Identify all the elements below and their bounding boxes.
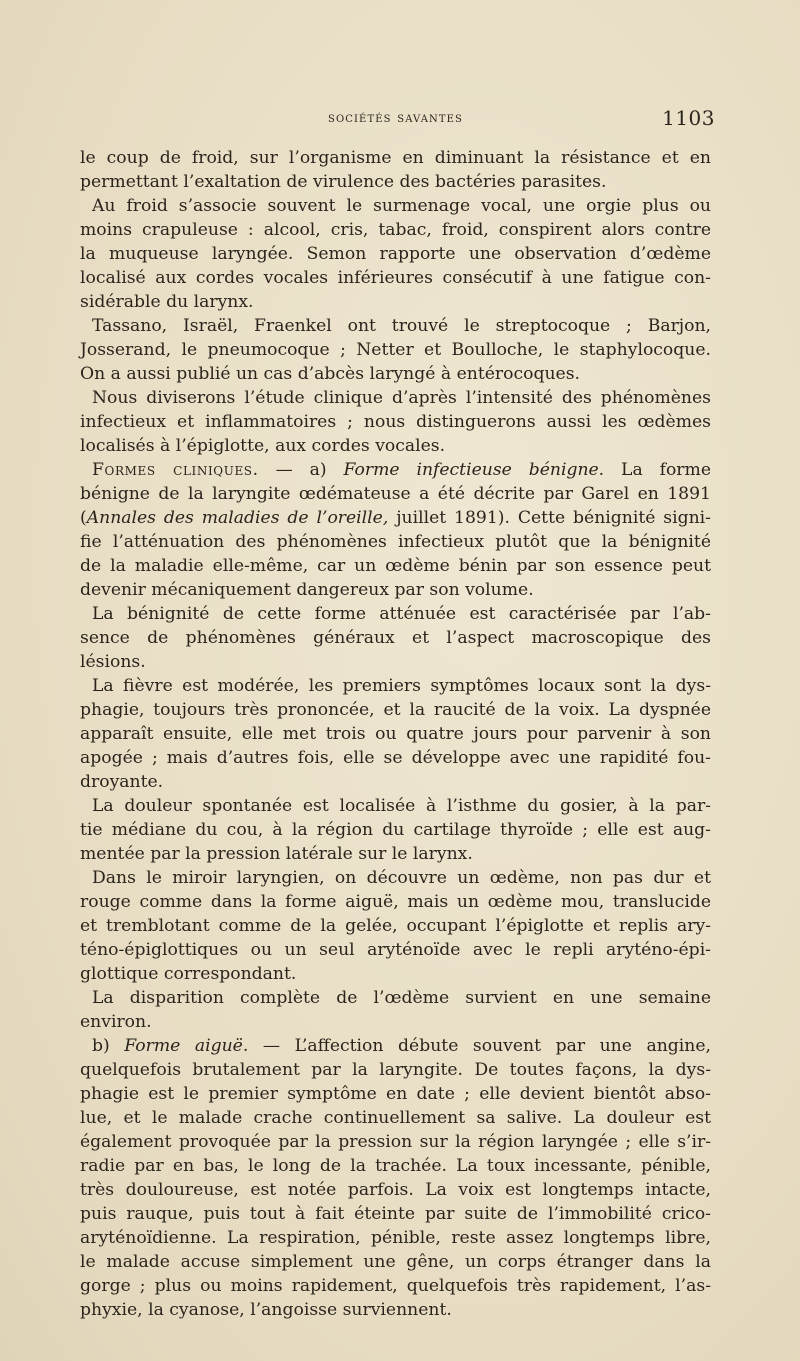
text-line: Nous diviserons l’étude clinique d’après l’intensité des phénomènes	[92, 388, 711, 408]
text-line: La fièvre est modérée, les premiers symptômes locaux sont la dys-	[92, 676, 711, 696]
text-line: glottique correspondant.	[80, 964, 297, 984]
text-line: rouge comme dans la forme aiguë, mais un œdème mou, translucide	[80, 892, 711, 912]
text-line: aryténoïdienne. La respiration, pénible, reste assez longtemps libre,	[80, 1228, 711, 1248]
text-line: permettant l’exaltation de virulence des bactéries parasites.	[80, 172, 607, 192]
text-line: gorge ; plus ou moins rapidement, quelquefois très rapidement, l’as-	[80, 1276, 711, 1296]
text-line: droyante.	[80, 772, 164, 792]
subsection-title: Forme infectieuse bénigne.	[343, 460, 605, 480]
text-line: quelquefois brutalement par la laryngite. De toutes façons, la dys-	[80, 1060, 711, 1080]
text-line: lésions.	[80, 652, 146, 672]
text-line: le coup de froid, sur l’organisme en diminuant la résistance et en	[80, 148, 711, 168]
text-line: radie par en bas, le long de la trachée. La toux incessante, pénible,	[80, 1156, 711, 1176]
subsection-title: Forme aiguë.	[124, 1036, 249, 1056]
text-line: La douleur spontanée est localisée à l’isthme du gosier, à la par-	[92, 796, 711, 816]
text-line: également provoquée par la pression sur la région laryngée ; elle s’ir-	[80, 1132, 711, 1152]
text-line: On a aussi publié un cas d’abcès laryngé à entérocoques.	[80, 364, 580, 384]
page	[80, 106, 715, 1322]
text-line: mentée par la pression latérale sur le larynx.	[80, 844, 473, 864]
text-line: phagie, toujours très prononcée, et la raucité de la voix. La dyspnée	[80, 700, 711, 720]
text-line: La disparition complète de l’œdème survient en une semaine	[92, 988, 711, 1008]
text-line: et tremblotant comme de la gelée, occupant l’épiglotte et replis ary-	[80, 916, 711, 936]
text-line: sence de phénomènes généraux et l’aspect macroscopique des	[80, 628, 711, 648]
text-line: téno-épiglottiques ou un seul aryténoïde avec le repli aryténo-épi-	[80, 940, 711, 960]
text-line: la muqueuse laryngée. Semon rapporte une observation d’œdème	[80, 244, 711, 264]
text-line: Au froid s’associe souvent le surmenage vocal, une orgie plus ou	[92, 196, 711, 216]
page-header	[80, 106, 715, 138]
text-line: localisés à l’épiglotte, aux cordes vocales.	[80, 436, 446, 456]
text-line: Dans le miroir laryngien, on découvre un œdème, non pas dur et	[92, 868, 711, 888]
text-line: apparaît ensuite, elle met trois ou quatre jours pour parvenir à son	[80, 724, 711, 744]
body-text	[80, 146, 711, 1322]
text-line: très douloureuse, est notée parfois. La voix est longtemps intacte,	[80, 1180, 711, 1200]
text-line: puis rauque, puis tout à fait éteinte par suite de l’immobilité crico-	[80, 1204, 711, 1224]
text-line: b) Forme aiguë. — L’affection débute souvent par une angine,	[92, 1036, 712, 1056]
text-line: tie médiane du cou, à la région du cartilage thyroïde ; elle est aug-	[80, 820, 711, 840]
text-line: phyxie, la cyanose, l’angoisse surviennent.	[80, 1300, 452, 1320]
text-line: Formes cliniques. — a) Forme infectieuse bénigne. La forme	[92, 460, 711, 480]
section-heading: Formes cliniques.	[92, 460, 259, 480]
text-line: sidérable du larynx.	[80, 292, 254, 312]
text-line: fie l’atténuation des phénomènes infectieux plutôt que la bénignité	[80, 532, 711, 552]
text-line: de la maladie elle-même, car un œdème bénin par son essence peut	[80, 556, 711, 576]
text-line: (Annales des maladies de l’oreille, juillet 1891). Cette bénignité signi-	[80, 508, 711, 528]
text-line: environ.	[80, 1012, 152, 1032]
page-number: 1103	[662, 106, 715, 130]
text-line: bénigne de la laryngite œdémateuse a été décrite par Garel en 1891	[80, 484, 711, 504]
text-line: Josserand, le pneumocoque ; Netter et Boulloche, le staphylocoque.	[80, 340, 711, 360]
text-line: Tassano, Israël, Fraenkel ont trouvé le streptocoque ; Barjon,	[92, 316, 711, 336]
text-line: le malade accuse simplement une gêne, un corps étranger dans la	[80, 1252, 711, 1272]
text-line: infectieux et inflammatoires ; nous distinguerons aussi les œdèmes	[80, 412, 711, 432]
text-line: devenir mécaniquement dangereux par son volume.	[80, 580, 534, 600]
running-title: sociétés savantes	[328, 110, 463, 126]
text-line: localisé aux cordes vocales inférieures consécutif à une fatigue con-	[80, 268, 711, 288]
text-line: moins crapuleuse : alcool, cris, tabac, froid, conspirent alors contre	[80, 220, 711, 240]
journal-citation: Annales des maladies de l’oreille,	[86, 508, 389, 528]
text-line: lue, et le malade crache continuellement sa salive. La douleur est	[80, 1108, 711, 1128]
text-line: La bénignité de cette forme atténuée est caractérisée par l’ab-	[92, 604, 711, 624]
text-line: apogée ; mais d’autres fois, elle se développe avec une rapidité fou-	[80, 748, 711, 768]
text-line: phagie est le premier symptôme en date ; elle devient bientôt abso-	[80, 1084, 711, 1104]
